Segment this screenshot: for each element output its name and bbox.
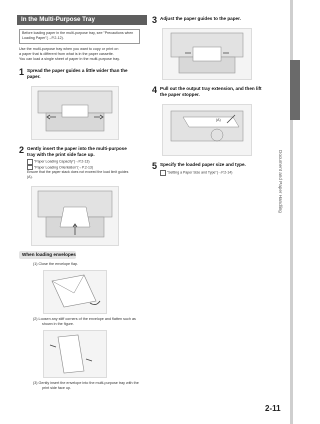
- envelope-step-2: [33, 317, 148, 327]
- envelope-step-1: (1) Close the envelope flap.: [33, 262, 79, 266]
- envelope-step-2-line-2: shown in the figure.: [42, 322, 74, 326]
- envelope-step-3: [33, 381, 148, 391]
- step-1-number: 1: [19, 67, 25, 77]
- step-2-note-line-2: (A).: [27, 175, 33, 180]
- step-1-title-line-2: paper.: [27, 74, 41, 79]
- envelope-drawing: [44, 271, 106, 313]
- step-2-title-line-2: tray with the print side face up.: [27, 152, 95, 157]
- step-1-illustration: [31, 86, 119, 140]
- step-2-ref-1-text: "Paper Loading Capacity"(→P.2-13): [34, 159, 90, 164]
- step-4-number: 4: [152, 85, 158, 95]
- output-tray-drawing: [163, 105, 251, 155]
- step-5-number: 5: [152, 161, 158, 171]
- reference-icon: [160, 170, 166, 176]
- envelope-flatten-drawing: [44, 331, 106, 377]
- chapter-side-tab: [287, 0, 300, 424]
- side-tab-marker: [290, 60, 300, 120]
- step-5-reference[interactable]: [160, 170, 280, 176]
- step-2-illustration: [31, 186, 119, 246]
- step-4-title: [160, 86, 280, 98]
- step-3-title: Adjust the paper guides to the paper.: [160, 16, 241, 21]
- intro-line-1: Use the multi-purpose tray when you want to copy or print on: [19, 47, 119, 51]
- precaution-note: Before loading paper in the multi-purpose tray, see "Precautions when Loading Paper"(→P.2-12).: [19, 29, 140, 44]
- reference-icon: [27, 159, 33, 165]
- step-2-references: [27, 159, 147, 180]
- step-2-ref-2-text: "Paper Loading Orientation"(→P.2-13): [34, 165, 94, 170]
- step-5-title: Specify the loaded paper size and type.: [160, 162, 246, 167]
- step-1-title: [27, 68, 145, 80]
- envelope-step-2-line-1: (2) Loosen any stiff corners of the envelope and flatten such as: [33, 317, 136, 321]
- envelope-step-3-line-1: (3) Gently insert the envelope into the multi-purpose tray with the: [33, 381, 139, 385]
- step-4-illustration: [162, 104, 252, 156]
- illustration-label-a: (A): [216, 118, 221, 122]
- step-4-title-line-1: Pull out the output tray extension, and then lift: [160, 86, 262, 91]
- step-3-number: 3: [152, 15, 158, 25]
- envelope-step-3-line-2: print side face up.: [42, 386, 72, 390]
- step-4-title-line-2: the paper stopper.: [160, 92, 200, 97]
- page-number: 2-11: [265, 404, 281, 413]
- paper-guide-drawing: [163, 29, 251, 79]
- step-2-number: 2: [19, 145, 25, 155]
- step-1-title-line-1: Spread the paper guides a little wider than the: [27, 68, 128, 73]
- section-title: In the Multi-Purpose Tray: [17, 15, 147, 25]
- printer-tray-drawing: [32, 87, 118, 139]
- step-2-title-line-1: Gently insert the paper into the multi-purpose: [27, 146, 127, 151]
- step-3-illustration: [162, 28, 252, 80]
- envelope-flap-illustration: [43, 270, 107, 314]
- step-2-note-line-1: Ensure that the paper stack does not exceed the load limit guides: [27, 170, 129, 175]
- paper-insert-drawing: [32, 187, 118, 245]
- intro-line-3: You can load a single sheet of paper in the multi-purpose tray.: [19, 57, 120, 61]
- step-5-ref-text: "Setting a Paper Size and Type"(→P.2-14): [167, 170, 233, 175]
- step-2-title: [27, 146, 145, 158]
- reference-icon: [27, 165, 33, 171]
- envelope-flatten-illustration: [43, 330, 107, 378]
- intro-line-2: a paper that is different from what is in the paper cassette.: [19, 52, 114, 56]
- intro-text: [19, 47, 147, 62]
- envelope-heading: When loading envelopes: [19, 251, 76, 259]
- chapter-label: Document and Paper Handling: [278, 150, 283, 213]
